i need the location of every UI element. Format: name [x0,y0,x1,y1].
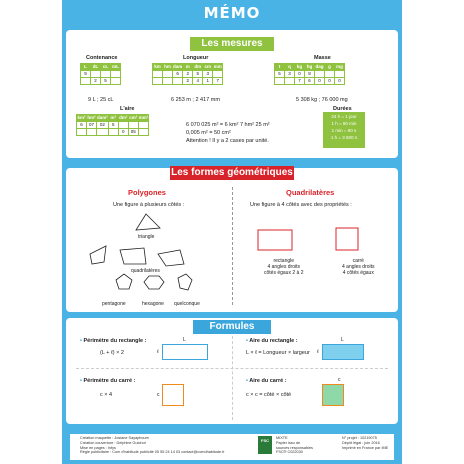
quadrilateres-label: quadrilatères [131,268,160,274]
table-cell: 5 [101,78,111,85]
carre-desc [342,258,375,276]
unit-header: dm² [119,115,128,120]
unit-header: dag [315,64,324,69]
unit-header: mm² [138,115,149,120]
aire-line-1: 6 070 025 m² = 6 km² 7 hm² 25 m² [186,122,270,128]
table-cell [81,78,91,85]
credit-1: Création maquette : Josiane Sayaphoum [80,436,149,440]
table-cell: 8 [305,71,315,78]
table-cell: 9 [81,71,91,78]
table-cell [101,71,111,78]
rectangle-desc [264,258,303,276]
table-cell [173,78,183,85]
print-info-3: Imprimé en France par IME [342,445,389,450]
pentagone-label: pentagone [102,301,126,307]
carre-prop-1: 4 angles droits [342,264,375,270]
perim-rect-formula: (L + ℓ) × 2 [100,350,124,356]
credit-4: Régie publicitaire : Com d'habitude publicité 05 55 24 14 03 contact@comdhabitude.fr [80,450,225,455]
table-row [153,78,223,85]
fsc-text [276,436,313,455]
unit-header: mg [336,64,343,69]
aire-carre-title-text: Aire du carré : [249,378,287,384]
table-cell: 3 [285,71,295,78]
table-cell: 0 [295,71,305,78]
table-cell [325,71,335,78]
table-row [275,78,345,85]
quadrilateral-shape-1 [90,246,106,264]
table-cell [315,71,325,78]
table-row [275,71,345,78]
formes-divider [232,187,233,305]
quadrilateral-shape-3 [158,250,184,266]
durees-box [323,112,365,148]
footer-credits [80,436,225,455]
square-shape [336,228,358,250]
perim-rect-L: L [183,337,186,343]
table-cell [138,122,149,129]
table-cell [138,129,149,136]
table-cell [213,71,223,78]
table-cell: 3 [203,71,213,78]
table-row [77,129,149,136]
table-cell: 6 [305,78,315,85]
aire-rect-shape [322,344,364,360]
rectangle-prop-1: 4 angles droits [267,264,300,270]
rectangle-name: rectangle [273,258,295,264]
quadrilateral-shape-2 [120,248,146,264]
polygones-drawing [80,210,228,308]
perim-rect-l: ℓ [157,349,159,355]
triangle-shape [136,214,160,230]
unit-header: cL [101,64,111,71]
table-cell: 2 [91,78,101,85]
table-cell: 5 [193,71,203,78]
aire-carre-title: • Aire du carré : [246,378,287,384]
unit-header: m² [108,115,118,122]
footer-print-info [342,436,388,450]
polygones-title: Polygones [128,188,166,197]
masse-result: 5 308 kg ; 76 000 mg [296,97,348,103]
unit-header: hm² [87,115,96,120]
perim-carre-title: • Périmètre du carré : [80,378,136,384]
duree-line-2: 1 h = 60 min [331,121,357,126]
table-cell: 02 [97,122,109,129]
aire-label: L'aire [120,106,135,112]
hexagone-label: hexagone [142,301,164,307]
mesures-banner: Les mesures [190,37,274,51]
durees-label: Durées [333,106,352,112]
aire-table [76,114,149,136]
aire-rect-l: ℓ [317,349,319,355]
table-cell: 0 [118,129,128,136]
table-cell [163,78,173,85]
aire-rect-formula: L × ℓ = Longueur × largeur [246,350,310,356]
table-cell: 0 [315,78,325,85]
table-cell: 6 [173,71,183,78]
table-cell [275,78,285,85]
table-cell: 7 [295,78,305,85]
table-cell [111,71,121,78]
unit-header: dam [173,64,183,69]
table-cell: 1 [203,78,213,85]
contenance-label: Contenance [86,55,118,61]
unit-header: km² [77,115,86,120]
aire-rect-L: L [341,337,344,343]
longueur-table [152,63,223,85]
table-cell [153,71,163,78]
aire-line-3: Attention ! Il y a 2 cases par unité. [186,138,269,144]
table-cell [128,122,138,129]
table-cell [97,129,109,136]
triangle-label: triangle [138,234,155,240]
aire-rect-title-text: Aire du rectangle : [249,338,298,344]
carre-name: carré [352,258,364,264]
unit-header: dL [91,64,101,71]
quadrilateres-title: Quadrilatères [286,188,335,197]
perim-carre-formula: c × 4 [100,392,113,398]
unit-header: g [325,64,335,71]
table-cell: 6 [77,122,87,129]
perim-rect-shape [162,344,208,360]
polygones-intro: Une figure à plusieurs côtés : [113,202,185,208]
fsc-line-3: sources responsables [276,445,313,450]
formes-banner: Les formes géométriques [171,167,293,178]
perim-rect-title-text: Périmètre du rectangle : [83,338,147,344]
table-cell: 2 [183,71,193,78]
contenance-result: 9 L ; 25 cL [88,97,114,103]
table-cell: 5 [108,122,118,129]
table-cell [108,129,118,136]
table-cell: 0 [325,78,335,85]
duree-line-4: 1 h = 3 600 s [330,135,358,140]
print-info-2: Dépôt légal : juin 2016 [342,440,380,445]
unit-header: m [183,64,193,71]
table-cell: 07 [87,122,97,129]
aire-line-2: 0,005 m² = 50 cm² [186,130,231,136]
aire-carre-shape [322,384,344,406]
unit-header: mL [112,64,119,69]
table-cell [91,71,101,78]
perim-carre-shape [162,384,184,406]
perim-rect-title: • Périmètre du rectangle : [80,338,147,344]
aire-carre-formula: c × c = côté × côté [246,392,292,398]
contenance-table [80,63,121,85]
fsc-line-1: MIXTE [276,436,288,440]
table-cell [118,122,128,129]
table-cell [77,129,87,136]
table-row [81,71,121,78]
credit-3: Mise en pages : Infys [80,445,116,450]
irregular-shape [178,274,192,290]
aire-rect-title: • Aire du rectangle : [246,338,298,344]
unit-header: L [81,64,91,71]
page-title: MÉMO [203,4,261,22]
unit-header: mm [213,64,222,69]
unit-header: hg [305,64,315,71]
longueur-label: Longueur [183,55,209,61]
quelconque-label: quelconque [174,301,200,307]
table-cell [111,78,121,85]
formules-col-divider [232,336,233,420]
fsc-line-2: Papier issu de [276,440,301,445]
table-cell: 5 [275,71,285,78]
credit-2: Création couverture : Delphine Guichot [80,440,146,445]
table-cell: 2 [183,78,193,85]
quadrilateres-intro: Une figure à 4 côtés avec des propriétés : [250,202,352,208]
unit-header: hm [164,64,171,69]
table-cell: 0 [335,78,345,85]
duree-line-3: 1 min = 60 s [331,128,357,133]
pentagon-shape [116,274,132,289]
unit-header: kg [295,64,305,71]
unit-header: q [285,64,295,71]
aire-carre-c: c [338,377,341,383]
table-cell: 05 [128,129,138,136]
rectangle-shape [258,230,292,250]
unit-header: dam² [97,115,108,120]
fsc-logo: FSC [258,436,272,454]
print-info-1: N° projet : 10219075 [342,436,377,440]
unit-header: dm [194,64,202,69]
unit-header: cm [204,64,212,69]
unit-header: t [275,64,285,71]
table-cell: 7 [213,78,223,85]
unit-header: km [154,64,161,69]
table-row [81,78,121,85]
fsc-line-4: FSC® C022030 [276,450,303,455]
table-cell [285,78,295,85]
table-cell [153,78,163,85]
formules-banner: Formules [193,320,271,334]
table-cell [87,129,97,136]
unit-header: cm² [129,115,138,120]
table-row [153,71,223,78]
duree-line-1: 24 h = 1 jour [331,114,357,119]
longueur-result: 6 253 m ; 2 417 mm [171,97,220,103]
masse-table [274,63,345,85]
perim-carre-title-text: Périmètre du carré : [83,378,136,384]
quadrilateres-drawing [252,224,392,258]
table-cell: 4 [193,78,203,85]
rectangle-prop-2: côtés égaux 2 à 2 [264,270,304,276]
masse-label: Masse [314,55,331,61]
hexagon-shape [144,276,164,289]
perim-carre-c: c [157,392,160,398]
table-cell [163,71,173,78]
carre-prop-2: 4 côtés égaux [342,270,374,276]
table-cell [335,71,345,78]
table-row [77,122,149,129]
